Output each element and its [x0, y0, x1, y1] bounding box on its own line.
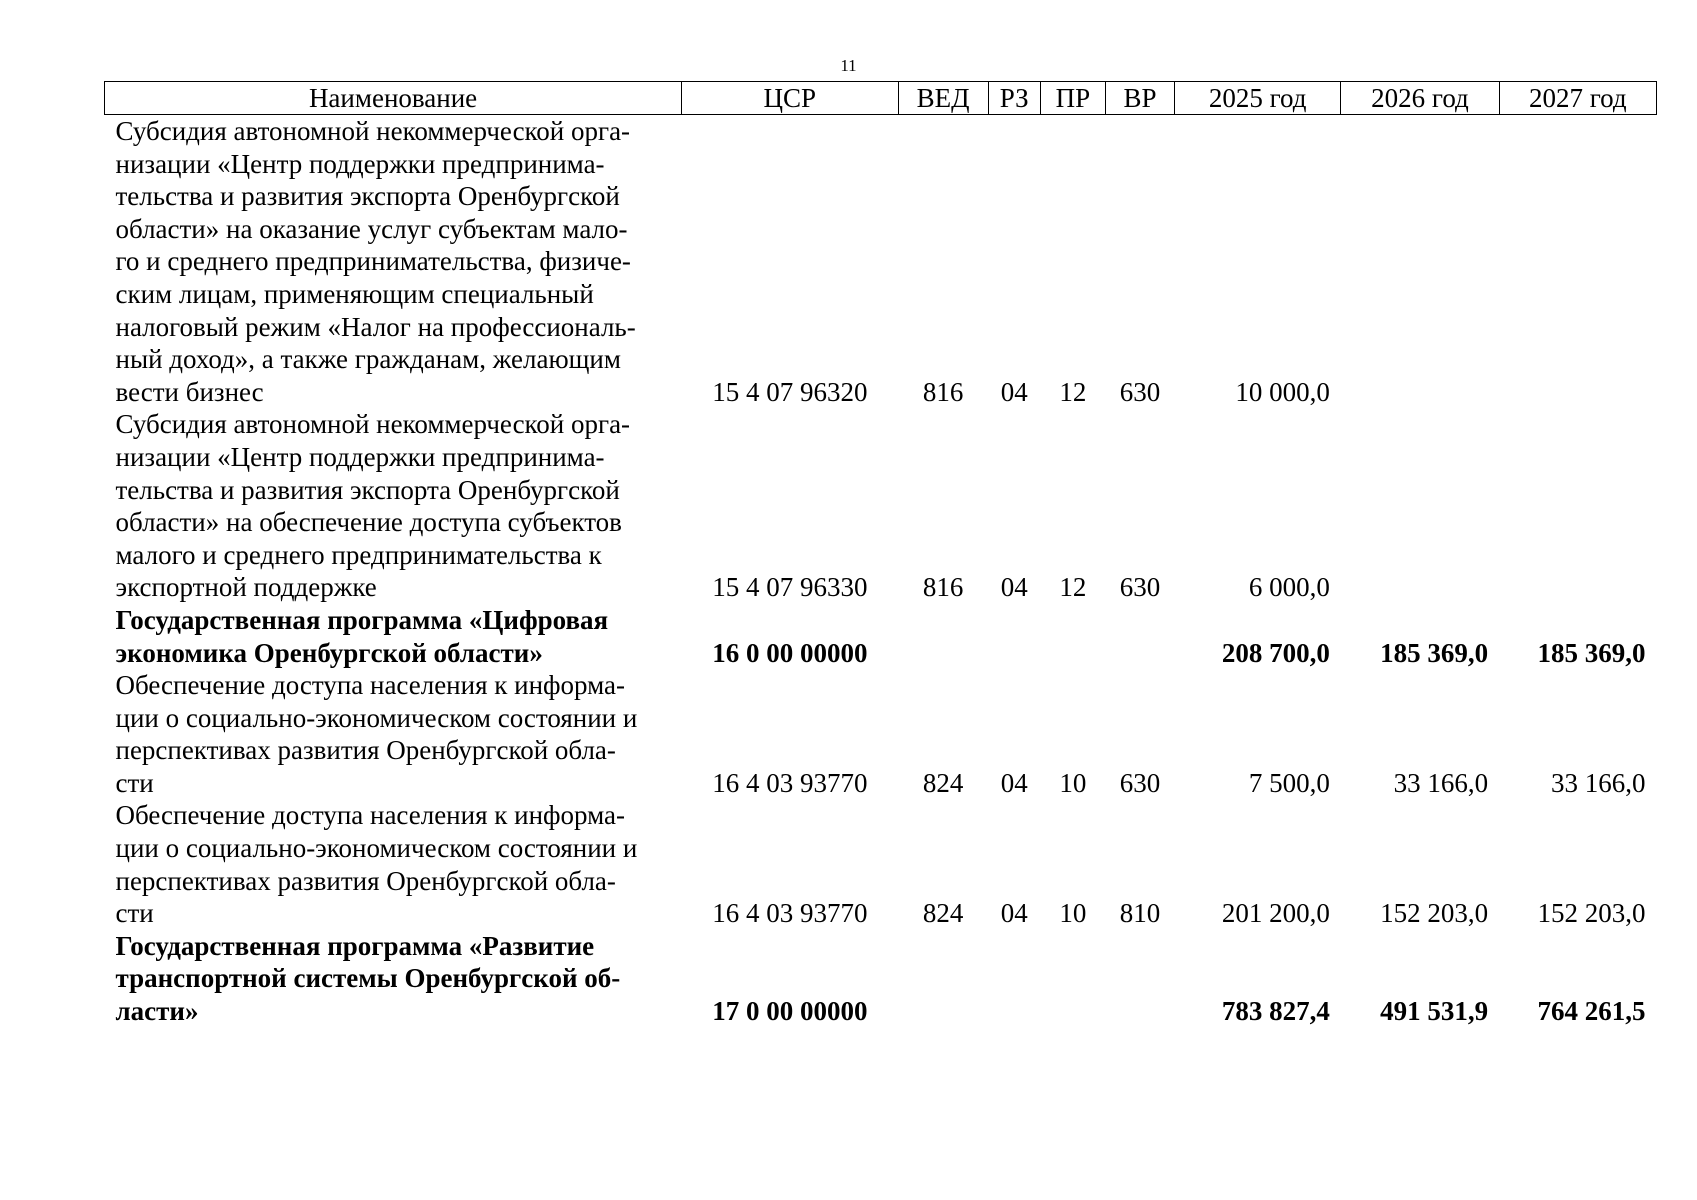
row-csr: 15 4 07 96320 — [712, 376, 868, 407]
row-2026: 152 203,0 — [1380, 898, 1489, 929]
row-pr — [1040, 930, 1105, 1028]
row-csr: 17 0 00 00000 — [712, 996, 868, 1027]
row-vr: 810 — [1119, 898, 1161, 929]
row-ved — [898, 930, 988, 1028]
row-2026 — [1341, 115, 1499, 409]
row-2025: 783 827,4 — [1221, 996, 1330, 1027]
header-2026: 2026 год — [1341, 82, 1499, 115]
row-2025: 201 200,0 — [1221, 898, 1330, 929]
row-2027: 152 203,0 — [1537, 898, 1646, 929]
row-ved: 824 — [922, 898, 964, 929]
header-pr: ПР — [1040, 82, 1105, 115]
header-csr: ЦСР — [682, 82, 898, 115]
table-row — [105, 669, 1657, 799]
row-name: Обеспечение доступа населения к информа- ции о социально-экономическом состоянии и перспективах развития Оренбургской обла- сти — [115, 800, 638, 929]
row-csr: 16 4 03 93770 — [712, 767, 868, 798]
header-name: Наименование — [105, 82, 682, 115]
row-name: Субсидия автономной некоммерческой орга- низации «Центр поддержки предпринима- тельства и развития экспорта Оренбургской области» на оказание услуг субъектам мало- го и среднего предпринимательства, физиче- ским лицам, применяющим специальный налоговый режим «Налог на профессиональ- ный доход», а также гражданам, желающим вести бизнес — [115, 116, 636, 407]
row-rz — [988, 604, 1040, 669]
row-pr — [1040, 604, 1105, 669]
row-2025: 6 000,0 — [1248, 572, 1330, 603]
row-2025: 208 700,0 — [1221, 637, 1330, 668]
row-rz — [988, 930, 1040, 1028]
header-2027: 2027 год — [1499, 82, 1656, 115]
row-pr: 10 — [1059, 767, 1087, 798]
row-vr: 630 — [1119, 376, 1161, 407]
row-csr: 16 0 00 00000 — [712, 637, 868, 668]
header-2025: 2025 год — [1175, 82, 1341, 115]
row-pr: 12 — [1059, 572, 1087, 603]
table-row-program — [105, 604, 1657, 669]
row-2027: 185 369,0 — [1537, 637, 1646, 668]
table-row — [105, 799, 1657, 929]
header-rz: РЗ — [988, 82, 1040, 115]
row-2027 — [1499, 408, 1656, 604]
row-rz: 04 — [1000, 572, 1028, 603]
table-header — [105, 82, 1657, 115]
table-row — [105, 115, 1657, 409]
table-row — [105, 408, 1657, 604]
row-ved: 816 — [922, 572, 964, 603]
row-rz: 04 — [1000, 376, 1028, 407]
row-2026: 491 531,9 — [1380, 996, 1489, 1027]
row-vr — [1105, 930, 1174, 1028]
row-name: Субсидия автономной некоммерческой орга- низации «Центр поддержки предпринима- тельства и развития экспорта Оренбургской области» на обеспечение доступа субъектов малого и среднего предпринимательства к экспортной поддержке — [115, 409, 631, 603]
row-vr — [1105, 604, 1174, 669]
row-vr: 630 — [1119, 572, 1161, 603]
row-vr: 630 — [1119, 767, 1161, 798]
row-2026 — [1341, 408, 1499, 604]
header-row — [105, 82, 1657, 115]
row-2026: 185 369,0 — [1380, 637, 1489, 668]
page-number: 11 — [840, 56, 857, 75]
header-ved: ВЕД — [898, 82, 988, 115]
row-csr: 16 4 03 93770 — [712, 898, 868, 929]
header-vr: ВР — [1105, 82, 1174, 115]
row-2025: 7 500,0 — [1248, 767, 1330, 798]
row-csr: 15 4 07 96330 — [712, 572, 868, 603]
row-rz: 04 — [1000, 898, 1028, 929]
row-name: Государственная программа «Цифровая экономика Оренбургской области» — [115, 604, 609, 668]
row-2026: 33 166,0 — [1393, 767, 1489, 798]
row-ved: 816 — [922, 376, 964, 407]
budget-table — [104, 81, 1657, 1028]
row-2027: 33 166,0 — [1551, 767, 1646, 798]
row-2027 — [1499, 115, 1656, 409]
row-pr: 12 — [1059, 376, 1087, 407]
table-body — [105, 115, 1657, 1028]
row-name: Государственная программа «Развитие транспортной системы Оренбургской об- ласти» — [115, 930, 621, 1027]
row-rz: 04 — [1000, 767, 1028, 798]
row-pr: 10 — [1059, 898, 1087, 929]
row-name: Обеспечение доступа населения к информа- ции о социально-экономическом состоянии и перспективах развития Оренбургской обла- сти — [115, 670, 638, 798]
row-ved — [898, 604, 988, 669]
table-row-program — [105, 930, 1657, 1028]
row-2027: 764 261,5 — [1537, 996, 1646, 1027]
row-ved: 824 — [922, 767, 964, 798]
row-2025: 10 000,0 — [1235, 376, 1330, 407]
